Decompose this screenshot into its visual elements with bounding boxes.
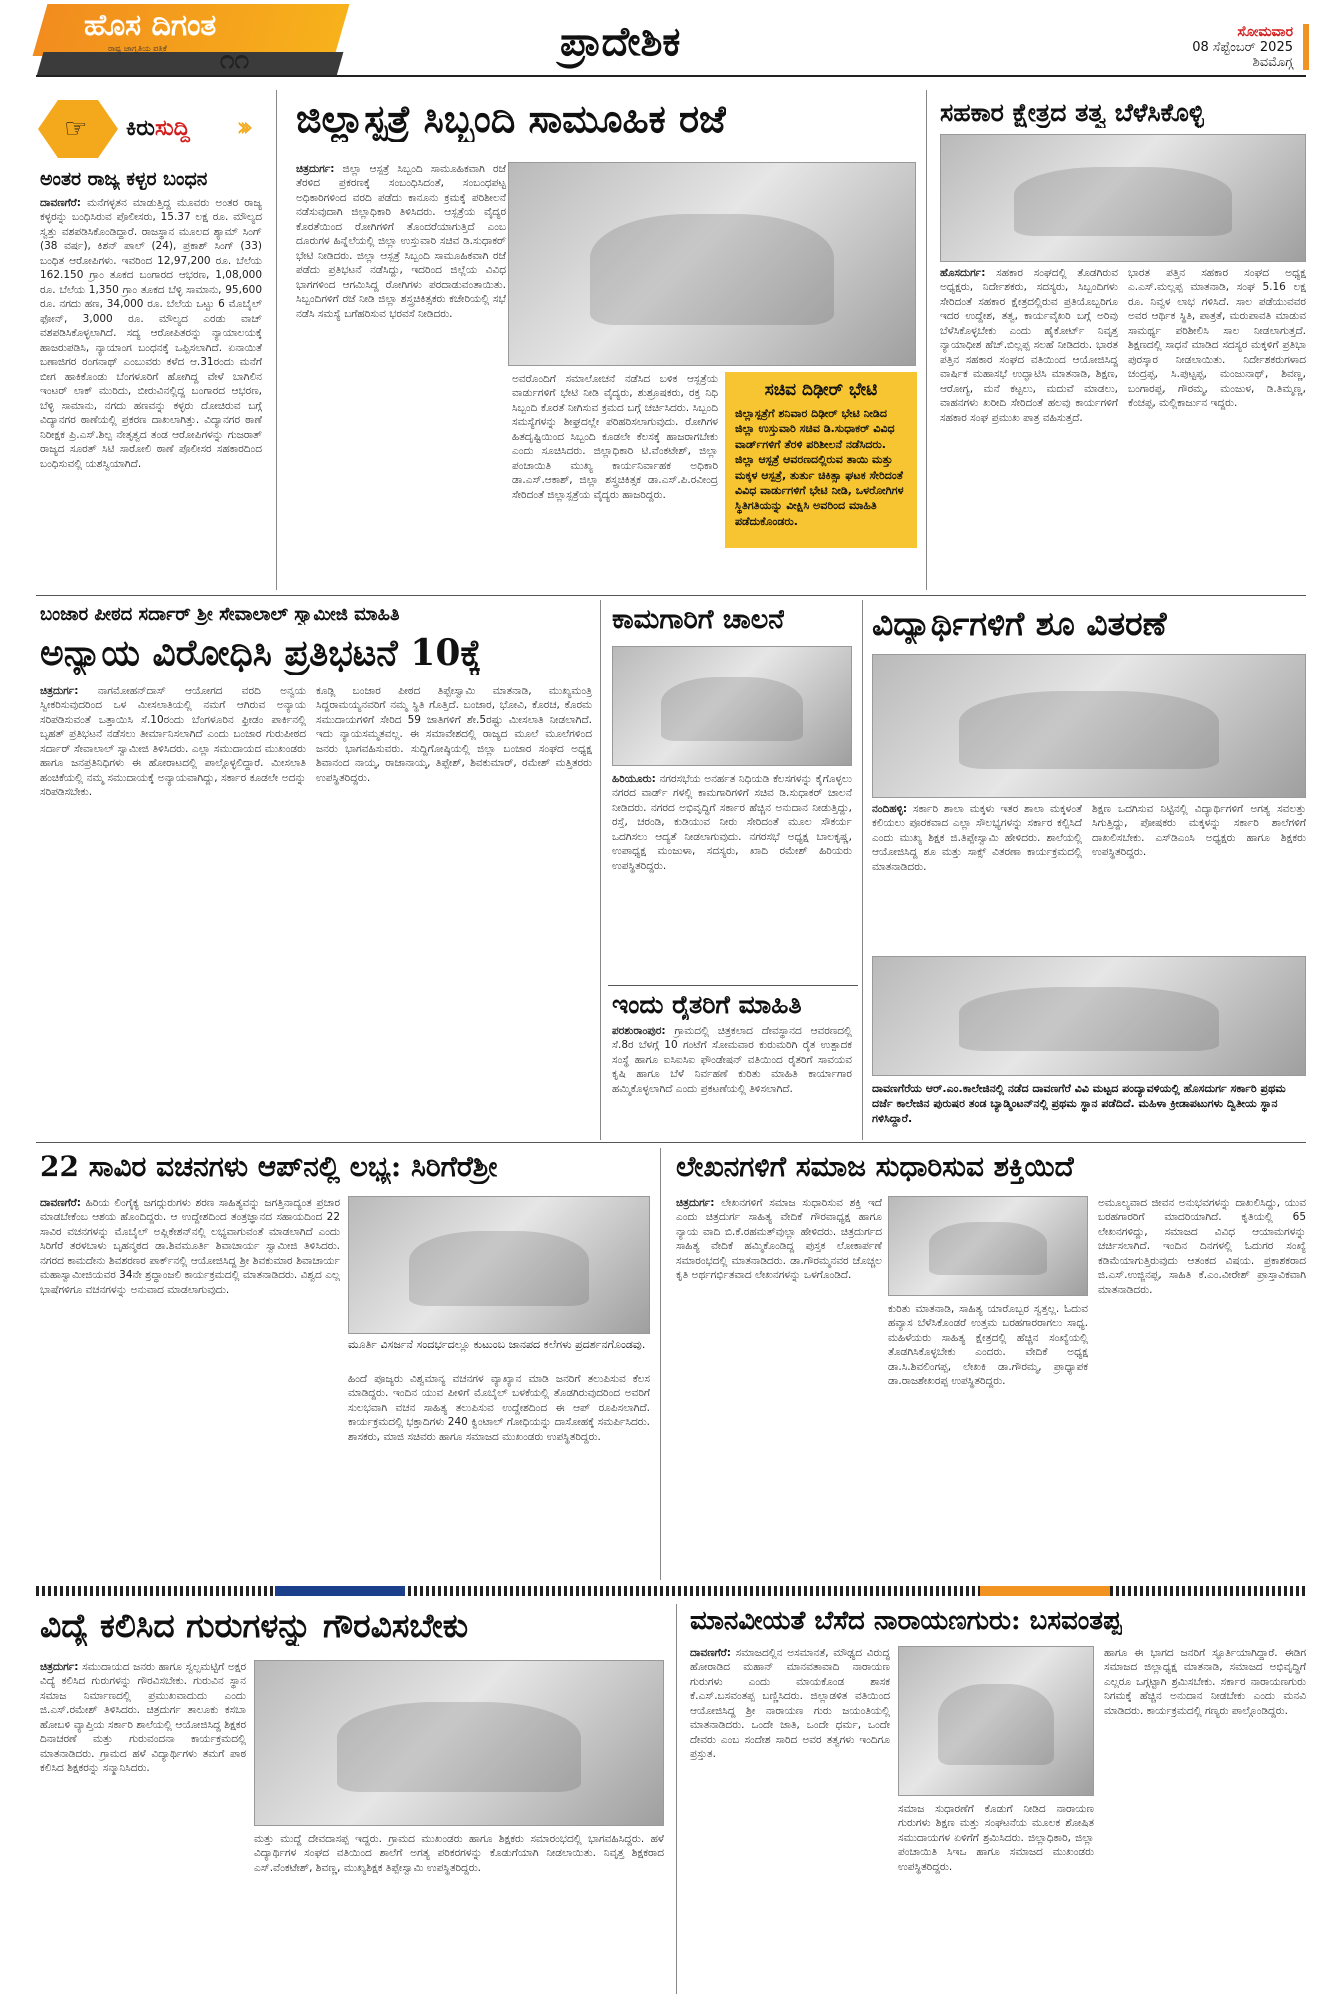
article-shoes-body: ನಂದಿಹಳ್ಳಿ: ಸರ್ಕಾರಿ ಶಾಲಾ ಮಕ್ಕಳು ಇತರ ಶಾಲಾ ಮಕ್ಕಳಂತೆ ಕಲಿಯಲು ಪೂರಕವಾದ ಎಲ್ಲಾ ಸೌಲಭ್ಯಗಳನ್ನು ಸರ್ಕಾರ ಕಲ್ಪಿಸಿದೆ ಎಂದು ಮುಖ್ಯ ಶಿಕ್ಷಕ ಜಿ.ತಿಪ್ಪೇಸ್ವಾಮಿ ಹೇಳಿದರು. ಶಾಲೆಯಲ್ಲಿ ಆಯೋಜಿಸಿದ್ದ ಶೂ ಮತ್ತು ಸಾಕ್ಸ್ ವಿತರಣಾ ಕಾರ್ಯಕ್ರಮದಲ್ಲಿ ಮಾತನಾಡಿದರು. (872, 803, 1082, 873)
article-narayanaguru-photo (898, 1646, 1094, 1796)
article-cooperative-headline: ಸಹಕಾರ ಕ್ಷೇತ್ರದ ತತ್ವ ಬೆಳೆಸಿಕೊಳ್ಳಿ (940, 98, 1205, 127)
article-shoes-photo (872, 654, 1306, 798)
article-vachana-headline: 22 ಸಾವಿರ ವಚನಗಳು ಆಪ್‌ನಲ್ಲಿ ಲಭ್ಯ: ಸಿರಿಗೆರೆಶ್ರೀ (40, 1150, 498, 1183)
row-divider (36, 595, 1306, 596)
masthead-rule (36, 75, 1306, 77)
row-divider (608, 985, 858, 986)
article-hospital-photo (508, 162, 916, 366)
badminton-caption: ದಾವಣಗೆರೆಯ ಆರ್.ಎಂ.ಕಾಲೇಜಿನಲ್ಲಿ ನಡೆದ ದಾವಣಗೆರೆ ವಿವಿ ಮಟ್ಟದ ಪಂದ್ಯಾವಳಿಯಲ್ಲಿ ಹೊಸದುರ್ಗ ಸರ್ಕಾರಿ ಪ್ರಥಮ ದರ್ಜೆ ಕಾಲೇಜಿನ ಪುರುಷರ ತಂಡ ಬ್ಯಾಡ್ಮಿಂಟನ್‌ನಲ್ಲಿ ಪ್ರಥಮ ಸ್ಥಾನ ಪಡೆದಿದೆ. ಮಹಿಳಾ ಕ್ರೀಡಾಪಟುಗಳು ದ್ವಿತೀಯ ಸ್ಥಾನ ಗಳಿಸಿದ್ದಾರೆ. (872, 1082, 1286, 1125)
article-gurus-headline: ವಿದ್ಯೆ ಕಲಿಸಿದ ಗುರುಗಳನ್ನು ಗೌರವಿಸಬೇಕು (40, 1606, 469, 1645)
article-hospital-body-2: ಅವರೊಂದಿಗೆ ಸಮಾಲೋಚನೆ ನಡೆಸಿದ ಬಳಿಕ ಆಸ್ಪತ್ರೆಯ ವಾರ್ಡುಗಳಿಗೆ ಭೇಟಿ ನೀಡಿ ವೈದ್ಯರು, ಶುಶ್ರೂಷಕರು, ರಕ್ತ ನಿಧಿ ಸಿಬ್ಬಂದಿ ಕೊರತೆ ನೀಗಿಸುವ ಕ್ರಮದ ಬಗ್ಗೆ ಚರ್ಚಿಸಿದರು. ಸಿಬ್ಬಂದಿ ಸಮಸ್ಯೆಗಳನ್ನು ಶೀಘ್ರದಲ್ಲೇ ಪರಿಹರಿಸಲಾಗುವುದು. ರೋಗಿಗಳ ಹಿತದೃಷ್ಟಿಯಿಂದ ಸಿಬ್ಬಂದಿ ಕೂಡಲೇ ಕೆಲಸಕ್ಕೆ ಹಾಜರಾಗಬೇಕು ಎಂದು ಸೂಚಿಸಿದರು. ಜಿಲ್ಲಾಧಿಕಾರಿ ಟಿ.ವೆಂಕಟೇಶ್, ಜಿಲ್ಲಾ ಪಂಚಾಯಿತಿ ಮುಖ್ಯ ಕಾರ್ಯನಿರ್ವಾಹಕ ಅಧಿಕಾರಿ ಡಾ.ಎಸ್.ಆಕಾಶ್, ಜಿಲ್ಲಾ ಶಸ್ತ್ರಚಿಕಿತ್ಸಕ ಡಾ.ಎಸ್.ಪಿ.ರವೀಂದ್ರ ಸೇರಿದಂತೆ ಜಿಲ್ಲಾಸ್ಪತ್ರೆಯ ವೈದ್ಯರು ಹಾಜರಿದ್ದರು. (512, 373, 718, 501)
article-writing-headline: ಲೇಖನಗಳಿಗೆ ಸಮಾಜ ಸುಧಾರಿಸುವ ಶಕ್ತಿಯಿದೆ (676, 1150, 1074, 1183)
row-divider (36, 1142, 1306, 1143)
article-shoes-headline: ವಿದ್ಯಾರ್ಥಿಗಳಿಗೆ ಶೂ ವಿತರಣೆ (872, 604, 1167, 643)
article-cooperative-body-2: ಭಾರತ ಪತ್ತಿನ ಸಹಕಾರ ಸಂಘದ ಅಧ್ಯಕ್ಷ ಎ.ಎಸ್.ಮಲ್ಲಪ್ಪ ಮಾತನಾಡಿ, ಸಂಘ 5.16 ಲಕ್ಷ ರೂ. ನಿವ್ವಳ ಲಾಭ ಗಳಿಸಿದೆ. ಸಾಲ ಪಡೆಯುವವರ ಅವರ ಆರ್ಥಿಕ ಸ್ಥಿತಿ, ಪಾತ್ರತೆ, ಮರುಪಾವತಿ ಮಾಡುವ ಸಾಮರ್ಥ್ಯ ಪರಿಶೀಲಿಸಿ ಸಾಲ ನೀಡಲಾಗುತ್ತದೆ. ಶಿಕ್ಷಣದಲ್ಲಿ ಸಾಧನೆ ಮಾಡಿದ ಸದಸ್ಯರ ಮಕ್ಕಳಿಗೆ ಪ್ರತಿಭಾ ಪುರಸ್ಕಾರ ನೀಡಲಾಯಿತು. ನಿರ್ದೇಶಕರುಗಳಾದ ಚಂದ್ರಪ್ಪ, ಸಿ.ಪುಟ್ಟಪ್ಪ, ಮಂಜುನಾಥ್, ಶಿವಣ್ಣ, ಬಂಗಾರಪ್ಪ, ಗೌರಮ್ಮ, ಮಂಜುಳ, ಡಿ.ತಿಮ್ಮಣ್ಣ, ಕೆಂಚಪ್ಪ, ಮಲ್ಲಿಕಾರ್ಜುನ ಇದ್ದರು. (1128, 267, 1306, 410)
article-hospital-headline: ಜಿಲ್ಲಾಸ್ಪತ್ರೆ ಸಿಬ್ಬಂದಿ ಸಾಮೂಹಿಕ ರಜೆ (296, 96, 727, 141)
separator-accent-blue (275, 1586, 405, 1596)
chevrons-icon: ››› (236, 110, 246, 143)
article-writing-body-3: ಅಮೂಲ್ಯವಾದ ಜೀವನ ಅನುಭವಗಳನ್ನು ದಾಖಲಿಸಿದ್ದು, ಯುವ ಬರಹಗಾರರಿಗೆ ಮಾದರಿಯಾಗಿದೆ. ಕೃತಿಯಲ್ಲಿ 65 ಲೇಖನಗಳಿದ್ದು, ಸಮಾಜದ ವಿವಿಧ ಆಯಾಮಗಳನ್ನು ಚರ್ಚಿಸಲಾಗಿದೆ. ಇಂದಿನ ದಿನಗಳಲ್ಲಿ ಓದುಗರ ಸಂಖ್ಯೆ ಕಡಿಮೆಯಾಗುತ್ತಿರುವುದು ಆತಂಕದ ವಿಷಯ. ಪ್ರಕಾಶಕರಾದ ಜಿ.ಎಸ್.ಉಜ್ಜಿನಪ್ಪ, ಸಾಹಿತಿ ಕೆ.ಎಂ.ವೀರೇಶ್ ಪ್ರಾಸ್ತಾವಿಕವಾಗಿ ಮಾತನಾಡಿದರು. (1098, 1197, 1306, 1296)
article-vachana-body-2: ಹಿಂದೆ ಪೂಜ್ಯರು ವಿಶ್ವಮಾನ್ಯ ವಚನಗಳ ವ್ಯಾಖ್ಯಾನ ಮಾಡಿ ಜನರಿಗೆ ತಲುಪಿಸುವ ಕೆಲಸ ಮಾಡಿದ್ದರು. ಇಂದಿನ ಯುವ ಪೀಳಿಗೆ ಮೊಬೈಲ್ ಬಳಕೆಯಲ್ಲಿ ತೊಡಗಿರುವುದರಿಂದ ಅವರಿಗೆ ಸುಲಭವಾಗಿ ವಚನ ಸಾಹಿತ್ಯ ತಲುಪಿಸುವ ಉದ್ದೇಶದಿಂದ ಈ ಆಪ್ ರೂಪಿಸಲಾಗಿದೆ. ಕಾರ್ಯಕ್ರಮದಲ್ಲಿ ಭಕ್ತಾದಿಗಳು 240 ಕ್ವಿಂಟಾಲ್ ಗೋಧಿಯನ್ನು ದಾಸೋಹಕ್ಕೆ ಸಮರ್ಪಿಸಿದರು. ಶಾಸಕರು, ಮಾಜಿ ಸಚಿವರು ಹಾಗೂ ಸಮಾಜದ ಮುಖಂಡರು ಉಪಸ್ಥಿತರಿದ್ದರು. (348, 1373, 650, 1443)
separator-accent-orange (980, 1586, 1110, 1596)
article-protest-body: ಚಿತ್ರದುರ್ಗ: ನಾಗಮೋಹನ್‌ದಾಸ್ ಆಯೋಗದ ವರದಿ ಅನ್ವಯ ಸ್ವೀಕರಿಸುವುದರಿಂದ ಒಳ ಮೀಸಲಾತಿಯಲ್ಲಿ ನಮಗೆ ಆಗಿರುವ ಅನ್ಯಾಯ ಸರಿಪಡಿಸುವಂತೆ ಒತ್ತಾಯಿಸಿ ಸೆ.10ರಂದು ಬೆಂಗಳೂರಿನ ಫ್ರೀಡಂ ಪಾರ್ಕಿನಲ್ಲಿ ಬೃಹತ್ ಪ್ರತಿಭಟನೆ ನಡೆಸಲು ತೀರ್ಮಾನಿಸಲಾಗಿದೆ ಎಂದು ಬಂಜಾರ ಗುರುಪೀಠದ ಸರ್ದಾರ್ ಸೇವಾಲಾಲ್ ಸ್ವಾಮೀಜಿ ತಿಳಿಸಿದರು. ಎಲ್ಲಾ ಸಮುದಾಯದ ಮುಖಂಡರು ಹಾಗೂ ಜನಪ್ರತಿನಿಧಿಗಳು ಈ ಹೋರಾಟದಲ್ಲಿ ಪಾಲ್ಗೊಳ್ಳಲಿದ್ದಾರೆ. ಮೀಸಲಾತಿ ಹಂಚಿಕೆಯಲ್ಲಿ ನಮ್ಮ ಸಮುದಾಯಕ್ಕೆ ಅನ್ಯಾಯವಾಗಿದ್ದು, ಸರ್ಕಾರ ಕೂಡಲೇ ಅದನ್ನು ಸರಿಪಡಿಸಬೇಕು. (40, 685, 306, 799)
article-works-photo (612, 646, 852, 766)
column-divider (676, 1604, 677, 1994)
article-narayanaguru-body-2: ಸಮಾಜ ಸುಧಾರಣೆಗೆ ಕೊಡುಗೆ ನೀಡಿದ ನಾರಾಯಣ ಗುರುಗಳು ಶಿಕ್ಷಣ ಮತ್ತು ಸಂಘಟನೆಯ ಮೂಲಕ ಶೋಷಿತ ಸಮುದಾಯಗಳ ಏಳಿಗೆಗೆ ಶ್ರಮಿಸಿದರು. ಜಿಲ್ಲಾಧಿಕಾರಿ, ಜಿಲ್ಲಾ ಪಂಚಾಯಿತಿ ಸಿಇಒ ಹಾಗೂ ಸಮಾಜದ ಮುಖಂಡರು ಉಪಸ್ಥಿತರಿದ್ದರು. (898, 1803, 1094, 1873)
article-narayanaguru-body-3: ಹಾಗೂ ಈ ಭಾಗದ ಜನರಿಗೆ ಸ್ಫೂರ್ತಿಯಾಗಿದ್ದಾರೆ. ಈಡಿಗ ಸಮಾಜದ ಜಿಲ್ಲಾಧ್ಯಕ್ಷ ಮಾತನಾಡಿ, ಸಮಾಜದ ಅಭಿವೃದ್ಧಿಗೆ ಎಲ್ಲರೂ ಒಗ್ಗಟ್ಟಾಗಿ ಶ್ರಮಿಸಬೇಕು. ಸರ್ಕಾರ ನಾರಾಯಣಗುರು ನಿಗಮಕ್ಕೆ ಹೆಚ್ಚಿನ ಅನುದಾನ ನೀಡಬೇಕು ಎಂದು ಮನವಿ ಮಾಡಿದರು. ಕಾರ್ಯಕ್ರಮದಲ್ಲಿ ಗಣ್ಯರು ಪಾಲ್ಗೊಂಡಿದ್ದರು. (1104, 1647, 1306, 1717)
article-writing-body-2: ಕುರಿತು ಮಾತನಾಡಿ, ಸಾಹಿತ್ಯ ಯಾರೊಬ್ಬರ ಸ್ವತ್ತಲ್ಲ. ಓದುವ ಹವ್ಯಾಸ ಬೆಳೆಸಿಕೊಂಡರೆ ಉತ್ತಮ ಬರಹಗಾರರಾಗಲು ಸಾಧ್ಯ. ಮಹಿಳೆಯರು ಸಾಹಿತ್ಯ ಕ್ಷೇತ್ರದಲ್ಲಿ ಹೆಚ್ಚಿನ ಸಂಖ್ಯೆಯಲ್ಲಿ ತೊಡಗಿಸಿಕೊಳ್ಳಬೇಕು ಎಂದರು. ವೇದಿಕೆ ಅಧ್ಯಕ್ಷ ಡಾ.ಸಿ.ಶಿವಲಿಂಗಪ್ಪ, ಲೇಖಕಿ ಡಾ.ಗೌರಮ್ಮ, ಪ್ರಾಧ್ಯಾಪಕ ಡಾ.ರಾಜಶೇಖರಪ್ಪ ಉಪಸ್ಥಿತರಿದ್ದರು. (888, 1303, 1088, 1388)
kiru-suddi-banner (38, 100, 268, 158)
minister-visit-body: ಜಿಲ್ಲಾಸ್ಪತ್ರೆಗೆ ಶನಿವಾರ ದಿಢೀರ್ ಭೇಟಿ ನೀಡಿದ ಜಿಲ್ಲಾ ಉಸ್ತುವಾರಿ ಸಚಿವ ಡಿ.ಸುಧಾಕರ್ ವಿವಿಧ ವಾರ್ಡ್‌ಗಳಿಗೆ ತೆರಳಿ ಪರಿಶೀಲನೆ ನಡೆಸಿದರು. ಜಿಲ್ಲಾ ಆಸ್ಪತ್ರೆ ಆವರಣದಲ್ಲಿರುವ ತಾಯಿ ಮತ್ತು ಮಕ್ಕಳ ಆಸ್ಪತ್ರೆ, ತುರ್ತು ಚಿಕಿತ್ಸಾ ಘಟಕ ಸೇರಿದಂತೆ ವಿವಿಧ ವಾರ್ಡುಗಳಿಗೆ ಭೇಟಿ ನೀಡಿ, ಒಳರೋಗಿಗಳ ಸ್ಥಿತಿಗತಿಯನ್ನು ವೀಕ್ಷಿಸಿ ಅವರಿಂದ ಮಾಹಿತಿ ಪಡೆದುಕೊಂಡರು. (735, 407, 904, 528)
article-protest-body-2: ಕೂಡ್ಲಿ ಬಂಜಾರ ಪೀಠದ ತಿಪ್ಪೇಸ್ವಾಮಿ ಮಾತನಾಡಿ, ಮುಖ್ಯಮಂತ್ರಿ ಸಿದ್ದರಾಮಯ್ಯನವರಿಗೆ ನಮ್ಮ ಸ್ಥಿತಿ ಗೊತ್ತಿದೆ. ಬಂಜಾರ, ಭೋವಿ, ಕೊರಚ, ಕೊರಮ ಸಮುದಾಯಗಳಿಗೆ ಸೇರಿದ 59 ಜಾತಿಗಳಿಗೆ ಶೇ.5ರಷ್ಟು ಮೀಸಲಾತಿ ನೀಡಲಾಗಿದೆ. ಇದು ನ್ಯಾಯಸಮ್ಮತವಲ್ಲ. ಈ ಸಮಾವೇಶದಲ್ಲಿ ರಾಜ್ಯದ ಮೂಲೆ ಮೂಲೆಗಳಿಂದ ಜನರು ಭಾಗವಹಿಸುವರು. ಸುದ್ದಿಗೋಷ್ಠಿಯಲ್ಲಿ ಜಿಲ್ಲಾ ಬಂಜಾರ ಸಂಘದ ಅಧ್ಯಕ್ಷ ಶಿವಾನಂದ ನಾಯ್ಕ, ರಾಜಾನಾಯ್ಕ, ತಿಪ್ಪೇಶ್, ಶಿವಕುಮಾರ್, ರಮೇಶ್ ಮತ್ತಿತರರು ಉಪಸ್ಥಿತರಿದ್ದರು. (316, 685, 592, 784)
article-cooperative-photo (940, 134, 1306, 262)
article-works-body: ಹಿರಿಯೂರು: ನಗರಸಭೆಯ ಅನರ್ಹತ ನಿಧಿಯಡಿ ಕೆಲಸಗಳನ್ನು ಕೈಗೊಳ್ಳಲು ನಗರದ ವಾರ್ಡ್ ಗಳಲ್ಲಿ ಕಾಮಗಾರಿಗಳಿಗೆ ಸಚಿವ ಡಿ.ಸುಧಾಕರ್ ಚಾಲನೆ ನೀಡಿದರು. ನಗರದ ಅಭಿವೃದ್ಧಿಗೆ ಸರ್ಕಾರ ಹೆಚ್ಚಿನ ಅನುದಾನ ನೀಡುತ್ತಿದ್ದು, ರಸ್ತೆ, ಚರಂಡಿ, ಕುಡಿಯುವ ನೀರು ಸೇರಿದಂತೆ ಮೂಲ ಸೌಕರ್ಯ ಒದಗಿಸಲು ಆದ್ಯತೆ ನೀಡಲಾಗುವುದು. ನಗರಸಭೆ ಅಧ್ಯಕ್ಷ ಬಾಲಕೃಷ್ಣ, ಉಪಾಧ್ಯಕ್ಷ ಮಂಜುಳಾ, ಸದಸ್ಯರು, ಖಾದಿ ರಮೇಶ್ ಹಿರಿಯರು ಉಪಸ್ಥಿತರಿದ್ದರು. (612, 773, 852, 872)
issue-city: ಶಿವಮೊಗ್ಗ (1252, 55, 1293, 70)
article-shoes-body-2: ಶಿಕ್ಷಣ ಒದಗಿಸುವ ನಿಟ್ಟಿನಲ್ಲಿ ವಿದ್ಯಾರ್ಥಿಗಳಿಗೆ ಅಗತ್ಯ ಸವಲತ್ತು ಸಿಗುತ್ತಿದ್ದು, ಪೋಷಕರು ಮಕ್ಕಳನ್ನು ಸರ್ಕಾರಿ ಶಾಲೆಗಳಿಗೆ ದಾಖಲಿಸಬೇಕು. ಎಸ್‌ಡಿಎಂಸಿ ಅಧ್ಯಕ್ಷರು ಹಾಗೂ ಶಿಕ್ಷಕರು ಉಪಸ್ಥಿತರಿದ್ದರು. (1092, 803, 1306, 859)
pointing-hand-icon: ☞ (64, 114, 88, 144)
section-title: ಪ್ರಾದೇಶಿಕ (560, 18, 681, 65)
kiru-body: ದಾವಣಗೆರೆ: ಮನೆಗಳ್ಳತನ ಮಾಡುತ್ತಿದ್ದ ಮೂವರು ಅಂತರ ರಾಜ್ಯ ಕಳ್ಳರನ್ನು ಬಂಧಿಸಿರುವ ಪೊಲೀಸರು, 15.37 ಲಕ್ಷ ರೂ. ಮೌಲ್ಯದ ಸ್ವತ್ತು ವಶಪಡಿಸಿಕೊಂಡಿದ್ದಾರೆ. ರಾಜಸ್ಥಾನ ಮೂಲದ ಶ್ಯಾಮ್ ಸಿಂಗ್ (38 ವರ್ಷ), ಕಿಶನ್ ಪಾಲ್ (24), ಪ್ರಕಾಶ್ ಸಿಂಗ್ (33) ಬಂಧಿತ ಆರೋಪಿಗಳು. ಇವರಿಂದ 12,97,200 ರೂ. ಬೆಲೆಯ 162.150 ಗ್ರಾಂ ತೂಕದ ಬಂಗಾರದ ಆಭರಣ, 1,08,000 ರೂ. ಬೆಲೆಯ 1,350 ಗ್ರಾಂ ತೂಕದ ಬೆಳ್ಳಿ ಸಾಮಾನು, 95,600 ರೂ. ನಗದು ಹಣ, 34,000 ರೂ. ಬೆಲೆಯ ಒಟ್ಟು 6 ಮೊಬೈಲ್ ಫೋನ್, 3,000 ರೂ. ಮೌಲ್ಯದ ಎರಡು ವಾಚ್ ವಶಪಡಿಸಿಕೊಳ್ಳಲಾಗಿದೆ. ಸದ್ಯ ಆರೋಪಿತರನ್ನು ನ್ಯಾಯಾಲಯಕ್ಕೆ ಹಾಜರುಪಡಿಸಿ, ನ್ಯಾಯಾಂಗ ಬಂಧನಕ್ಕೆ ಒಪ್ಪಿಸಲಾಗಿದೆ. ಏನಾಯಿತೆ ಬಣಾಜಿಗರ ರಂಗನಾಥ್ ಎಂಬುವರು ಕಳೆದ ಆ.31ರಂದು ಮನೆಗೆ ಬೀಗ ಹಾಕಿಕೊಂಡು ಬೆಂಗಳೂರಿಗೆ ಹೋಗಿದ್ದ ವೇಳೆ ಬಾಗಿಲಿನ ಇಂಟರ್ ಲಾಕ್ ಮುರಿದು, ಬೀರುವಿನಲ್ಲಿದ್ದ ಬಂಗಾರದ ಆಭರಣ, ಬೆಳ್ಳಿ ಸಾಮಾನು, ನಗದು ಹಣವನ್ನು ಕಳ್ಳರು ದೋಚಿರುವ ಬಗ್ಗೆ ವಿದ್ಯಾನಗರ ಠಾಣೆಯಲ್ಲಿ ಪ್ರಕರಣ ದಾಖಲಾಗಿತ್ತು. ವಿದ್ಯಾನಗರ ಠಾಣೆ ನಿರೀಕ್ಷಕ ಪ್ರಿ.ಎಸ್.ಶಿಲ್ಪ ನೇತೃತ್ವದ ತಂಡ ಆರೋಪಿಗಳನ್ನು ಗುಜರಾತ್ ರಾಜ್ಯದ ಸೂರತ್ ಸಿಟಿ ಸಾರೋಲಿ ಠಾಣೆ ಪೊಲೀಸರ ಸಹಕಾರದಿಂದ ಬಂಧಿಸುವಲ್ಲಿ ಯಶಸ್ವಿಯಾಗಿದೆ. (40, 197, 262, 470)
article-narayanaguru-body: ದಾವಣಗೆರೆ: ಸಮಾಜದಲ್ಲಿನ ಅಸಮಾನತೆ, ಮೌಢ್ಯದ ವಿರುದ್ಧ ಹೋರಾಡಿದ ಮಹಾನ್ ಮಾನವತಾವಾದಿ ನಾರಾಯಣ ಗುರುಗಳು ಎಂದು ಮಾಯಕೊಂಡ ಶಾಸಕ ಕೆ.ಎಸ್.ಬಸವಂತಪ್ಪ ಬಣ್ಣಿಸಿದರು. ಜಿಲ್ಲಾಡಳಿತ ವತಿಯಿಂದ ಆಯೋಜಿಸಿದ್ದ ಶ್ರೀ ನಾರಾಯಣ ಗುರು ಜಯಂತಿಯಲ್ಲಿ ಮಾತನಾಡಿದರು. ಒಂದೇ ಜಾತಿ, ಒಂದೇ ಧರ್ಮ, ಒಂದೇ ದೇವರು ಎಂಬ ಸಂದೇಶ ಸಾರಿದ ಅವರ ತತ್ವಗಳು ಇಂದಿಗೂ ಪ್ರಸ್ತುತ. (690, 1647, 890, 1761)
kiru-headline: ಅಂತರ ರಾಜ್ಯ ಕಳ್ಳರ ಬಂಧನ (40, 168, 208, 190)
issue-date: 08 ಸೆಪ್ಟೆಂಬರ್ 2025 (1192, 40, 1293, 55)
section-separator (36, 1586, 1306, 1596)
badminton-photo (872, 956, 1306, 1076)
column-divider (276, 90, 277, 590)
minister-visit-title: ಸಚಿವ ದಿಢೀರ್ ಭೇಟಿ (764, 380, 878, 400)
article-writing-body: ಚಿತ್ರದುರ್ಗ: ಲೇಖನಗಳಿಗೆ ಸಮಾಜ ಸುಧಾರಿಸುವ ಶಕ್ತಿ ಇದೆ ಎಂದು ಚಿತ್ರದುರ್ಗ ಸಾಹಿತ್ಯ ವೇದಿಕೆ ಗೌರವಾಧ್ಯಕ್ಷ ಹಾಗೂ ನ್ಯಾಯ ವಾದಿ ಬಿ.ಕೆ.ರಹಮತ್‌ವುಲ್ಲಾ ಹೇಳಿದರು. ಚಿತ್ರದುರ್ಗದ ಸಾಹಿತ್ಯ ವೇದಿಕೆ ಹಮ್ಮಿಕೊಂಡಿದ್ದ ಪುಸ್ತಕ ಲೋಕಾರ್ಪಣೆ ಸಮಾರಂಭದಲ್ಲಿ ಮಾತನಾಡಿದರು. ಡಾ.ಗೌರಮ್ಮನವರ ಚೊಚ್ಚಲ ಕೃತಿ ಅರ್ಥಗರ್ಭಿತವಾದ ಲೇಖನಗಳನ್ನು ಒಳಗೊಂಡಿದೆ. (676, 1197, 882, 1282)
masthead (0, 0, 1339, 76)
date-block (1192, 24, 1309, 70)
column-divider (660, 1148, 661, 1580)
article-farmers-headline: ಇಂದು ರೈತರಿಗೆ ಮಾಹಿತಿ (612, 990, 802, 1019)
article-narayanaguru-headline: ಮಾನವೀಯತೆ ಬೆಸೆದ ನಾರಾಯಣಗುರು: ಬಸವಂತಪ್ಪ (690, 1606, 1122, 1636)
article-farmers-body: ಪರಶುರಾಂಪುರ: ಗ್ರಾಮದಲ್ಲಿ ಚಿತ್ರಕಲಾದ ದೇವಸ್ಥಾನದ ಆವರಣದಲ್ಲಿ ಸೆ.8ರ ಬೆಳಗ್ಗೆ 10 ಗಂಟೆಗೆ ಸೋಮವಾರ ಕುರುಮರಿಗಿ ರೈತ ಉತ್ಪಾದಕ ಸಂಸ್ಥೆ ಹಾಗೂ ಐಸಿಐಸಿಐ ಫೌಂಡೇಷನ್ ವತಿಯಿಂದ ರೈತರಿಗೆ ಸಾವಯವ ಕೃಷಿ ಹಾಗೂ ಬೆಳೆ ನಿರ್ವಹಣೆ ಕುರಿತು ಮಾಹಿತಿ ಕಾರ್ಯಾಗಾರ ಹಮ್ಮಿಕೊಳ್ಳಲಾಗಿದೆ ಎಂದು ಪ್ರಕಟಣೆಯಲ್ಲಿ ತಿಳಿಸಲಾಗಿದೆ. (612, 1025, 852, 1095)
kiru-label: ಕಿರುಸುದ್ದಿ (126, 116, 190, 141)
article-vachana-body: ದಾವಣಗೆರೆ: ಹಿರಿಯ ಲಿಂಗೈಕ್ಯ ಜಗದ್ಗುರುಗಳು ಶರಣ ಸಾಹಿತ್ಯವನ್ನು ಜಗತ್ತಿನಾದ್ಯಂತ ಪ್ರಚಾರ ಮಾಡಬೇಕೆಂಬ ಆಶಯ ಹೊಂದಿದ್ದರು. ಆ ಉದ್ದೇಶದಿಂದ ತಂತ್ರಜ್ಞಾನದ ಸಹಾಯದಿಂದ 22 ಸಾವಿರ ವಚನಗಳನ್ನು ಮೊಬೈಲ್ ಅಪ್ಲಿಕೇಶನ್‌ನಲ್ಲಿ ಲಭ್ಯವಾಗುವಂತೆ ಮಾಡಲಾಗಿದೆ ಎಂದು ಸಿರಿಗೆರೆ ತರಳಬಾಳು ಬೃಹನ್ಮಠದ ಡಾ.ಶಿವಮೂರ್ತಿ ಶಿವಾಚಾರ್ಯ ಸ್ವಾಮೀಜಿ ತಿಳಿಸಿದರು. ನಗರದ ಕಾಮದೇನು ಶಿವಶರಣರ ಪಾರ್ಕ್‌ನಲ್ಲಿ ಆಯೋಜಿಸಿದ್ದ ಶ್ರೀ ಶಿವಕುಮಾರ ಶಿವಾಚಾರ್ಯ ಮಹಾಸ್ವಾಮೀಜಿಯವರ 34ನೇ ಶ್ರದ್ಧಾಂಜಲಿ ಕಾರ್ಯಕ್ರಮದಲ್ಲಿ ಮಾತನಾಡಿದರು. ವಿಶ್ವದ ಎಲ್ಲ ಭಾಷೆಗಳಿಗೂ ವಚನಗಳನ್ನು ಅನುವಾದ ಮಾಡಲಾಗುವುದು. (40, 1197, 340, 1296)
article-gurus-body-2: ಮತ್ತು ಮುದ್ದೆ ದೇವದಾಸಪ್ಪ ಇದ್ದರು. ಗ್ರಾಮದ ಮುಖಂಡರು ಹಾಗೂ ಶಿಕ್ಷಕರು ಸಮಾರಂಭದಲ್ಲಿ ಭಾಗವಹಿಸಿದ್ದರು. ಹಳೆ ವಿದ್ಯಾರ್ಥಿಗಳ ಸಂಘದ ವತಿಯಿಂದ ಶಾಲೆಗೆ ಅಗತ್ಯ ಪರಿಕರಗಳನ್ನು ಕೊಡುಗೆಯಾಗಿ ನೀಡಲಾಯಿತು. ನಿವೃತ್ತ ಶಿಕ್ಷಕರಾದ ಎಸ್.ವೆಂಕಟೇಶ್, ಶಿವಣ್ಣ, ಮುಖ್ಯಶಿಕ್ಷಕ ತಿಪ್ಪೇಸ್ವಾಮಿ ಉಪಸ್ಥಿತರಿದ್ದರು. (254, 1833, 664, 1874)
article-protest-kicker: ಬಂಜಾರ ಪೀಠದ ಸರ್ದಾರ್ ಶ್ರೀ ಸೇವಾಲಾಲ್ ಸ್ವಾಮೀಜಿ ಮಾಹಿತಿ (40, 604, 400, 625)
brand-dark-bar (37, 52, 344, 76)
brand-name: ಹೊಸ ದಿಗಂತ (84, 8, 217, 43)
brand-tagline: ರಾಷ್ಟ್ರ ಜಾಗೃತಿಯ ಪತ್ರಿಕೆ (108, 44, 167, 53)
article-vachana-photo (348, 1196, 650, 1334)
article-vachana-caption: ಮೂರ್ತಿ ವಿಸರ್ಜನೆ ಸಂದರ್ಭದಲ್ಲೂ ಕುಟುಂಬ ಜಾನಪದ ಕಲೆಗಳು ಪ್ರದರ್ಶನಗೊಂಡವು. (348, 1338, 646, 1351)
article-gurus-photo (254, 1660, 664, 1826)
article-protest-headline: ಅನ್ಯಾಯ ವಿರೋಧಿಸಿ ಪ್ರತಿಭಟನೆ 10ಕ್ಕೆ (40, 632, 482, 674)
column-divider (862, 600, 863, 1140)
column-divider (926, 90, 927, 590)
minister-visit-box (725, 372, 917, 548)
column-divider (600, 600, 601, 1140)
issue-day: ಸೋಮವಾರ (1237, 24, 1293, 40)
page-number: ೧೧ (220, 45, 250, 75)
article-hospital-body: ಚಿತ್ರದುರ್ಗ: ಜಿಲ್ಲಾ ಆಸ್ಪತ್ರೆ ಸಿಬ್ಬಂದಿ ಸಾಮೂಹಿಕವಾಗಿ ರಜೆ ತೆರಳಿದ ಪ್ರಕರಣಕ್ಕೆ ಸಂಬಂಧಿಸಿದಂತೆ, ಸಂಬಂಧಪಟ್ಟ ಅಧಿಕಾರಿಗಳಿಂದ ವರದಿ ಪಡೆದು ಕಾನೂನು ಕ್ರಮಕ್ಕೆ ಪರಿಶೀಲನೆ ನಡೆಸುವುದಾಗಿ ಜಿಲ್ಲಾಧಿಕಾರಿ ತಿಳಿಸಿದರು. ಆಸ್ಪತ್ರೆಯ ವೈದ್ಯರ ಕೊರತೆಯಿಂದ ರೋಗಿಗಳಿಗೆ ತೊಂದರೆಯಾಗುತ್ತಿದೆ ಎಂಬ ದೂರುಗಳ ಹಿನ್ನೆಲೆಯಲ್ಲಿ ಜಿಲ್ಲಾ ಉಸ್ತುವಾರಿ ಸಚಿವ ಡಿ.ಸುಧಾಕರ್ ಭೇಟಿ ನೀಡಿದರು. ಜಿಲ್ಲಾ ಆಸ್ಪತ್ರೆ ಸಿಬ್ಬಂದಿ ಸಾಮೂಹಿಕವಾಗಿ ರಜೆ ಪಡೆದು ಪ್ರತಿಭಟನೆ ನಡೆಸಿದ್ದು, ಇದರಿಂದ ಜಿಲ್ಲೆಯ ವಿವಿಧ ಭಾಗಗಳಿಂದ ಆಗಮಿಸಿದ್ದ ರೋಗಿಗಳು ಪರದಾಡುವಂತಾಯಿತು. ಸಿಬ್ಬಂದಿಗಳಿಗೆ ರಜೆ ನೀಡಿ ಜಿಲ್ಲಾ ಶಸ್ತ್ರಚಿಕಿತ್ಸಕರು ಕಚೇರಿಯಲ್ಲಿ ಸಭೆ ನಡೆಸಿ ಸಮಸ್ಯೆ ಬಗೆಹರಿಸುವ ಭರವಸೆ ನೀಡಿದರು. (296, 163, 506, 320)
article-cooperative-body: ಹೊಸದುರ್ಗ: ಸಹಕಾರ ಸಂಘದಲ್ಲಿ ತೊಡಗಿರುವ ಅಧ್ಯಕ್ಷರು, ನಿರ್ದೇಶಕರು, ಸದಸ್ಯರು, ಸಿಬ್ಬಂದಿಗಳು ಸೇರಿದಂತೆ ಸಹಕಾರ ಕ್ಷೇತ್ರದಲ್ಲಿರುವ ಪ್ರತಿಯೊಬ್ಬರಿಗೂ ಇದರ ಉದ್ದೇಶ, ತತ್ವ, ಕಾರ್ಯವೈಖರಿ ಬಗ್ಗೆ ಅರಿವು ಬೆಳೆಸಿಕೊಳ್ಳಬೇಕು ಎಂದು ಹೈಕೋರ್ಟ್ ನಿವೃತ್ತ ನ್ಯಾಯಾಧೀಶ ಹೆಚ್.ಬಿಲ್ಲಪ್ಪ ಸಲಹೆ ನೀಡಿದರು. ಭಾರತ ಪತ್ತಿನ ಸಹಕಾರ ಸಂಘದ ವತಿಯಿಂದ ಆಯೋಜಿಸಿದ್ದ ವಾರ್ಷಿಕ ಮಹಾಸಭೆ ಉದ್ಘಾಟಿಸಿ ಮಾತನಾಡಿ, ಶಿಕ್ಷಣ, ಆರೋಗ್ಯ, ಮನೆ ಕಟ್ಟಲು, ಮದುವೆ ಮಾಡಲು, ವಾಹನಗಳು ಖರೀದಿ ಸೇರಿದಂತೆ ಹಲವು ಕಾರ್ಯಗಳಿಗೆ ಸಹಕಾರ ಸಂಘ ಪ್ರಮುಖ ಪಾತ್ರ ವಹಿಸುತ್ತದೆ. (940, 267, 1118, 424)
article-works-headline: ಕಾಮಗಾರಿಗೆ ಚಾಲನೆ (612, 604, 785, 635)
article-writing-photo (888, 1196, 1088, 1296)
article-gurus-body: ಚಿತ್ರದುರ್ಗ: ಸಮುದಾಯದ ಜನರು ಹಾಗೂ ಸ್ವಲ್ಪಮಟ್ಟಿಗೆ ಅಕ್ಷರ ವಿದ್ಯೆ ಕಲಿಸಿದ ಗುರುಗಳನ್ನು ಗೌರವಿಸಬೇಕು. ಗುರುವಿನ ಸ್ಥಾನ ಸಮಾಜ ನಿರ್ಮಾಣದಲ್ಲಿ ಪ್ರಮುಖವಾದುದು ಎಂದು ಜಿ.ಎಸ್.ರಮೇಶ್ ತಿಳಿಸಿದರು. ಚಿತ್ರದುರ್ಗ ತಾಲೂಕು ಕಸಬಾ ಹೋಬಳಿ ವ್ಯಾಪ್ತಿಯ ಸರ್ಕಾರಿ ಶಾಲೆಯಲ್ಲಿ ಆಯೋಜಿಸಿದ್ದ ಶಿಕ್ಷಕರ ದಿನಾಚರಣೆ ಮತ್ತು ಗುರುವಂದನಾ ಕಾರ್ಯಕ್ರಮದಲ್ಲಿ ಮಾತನಾಡಿದರು. ಗ್ರಾಮದ ಹಳೆ ವಿದ್ಯಾರ್ಥಿಗಳು ತಮಗೆ ಪಾಠ ಕಲಿಸಿದ ಶಿಕ್ಷಕರನ್ನು ಸನ್ಮಾನಿಸಿದರು. (40, 1661, 246, 1775)
